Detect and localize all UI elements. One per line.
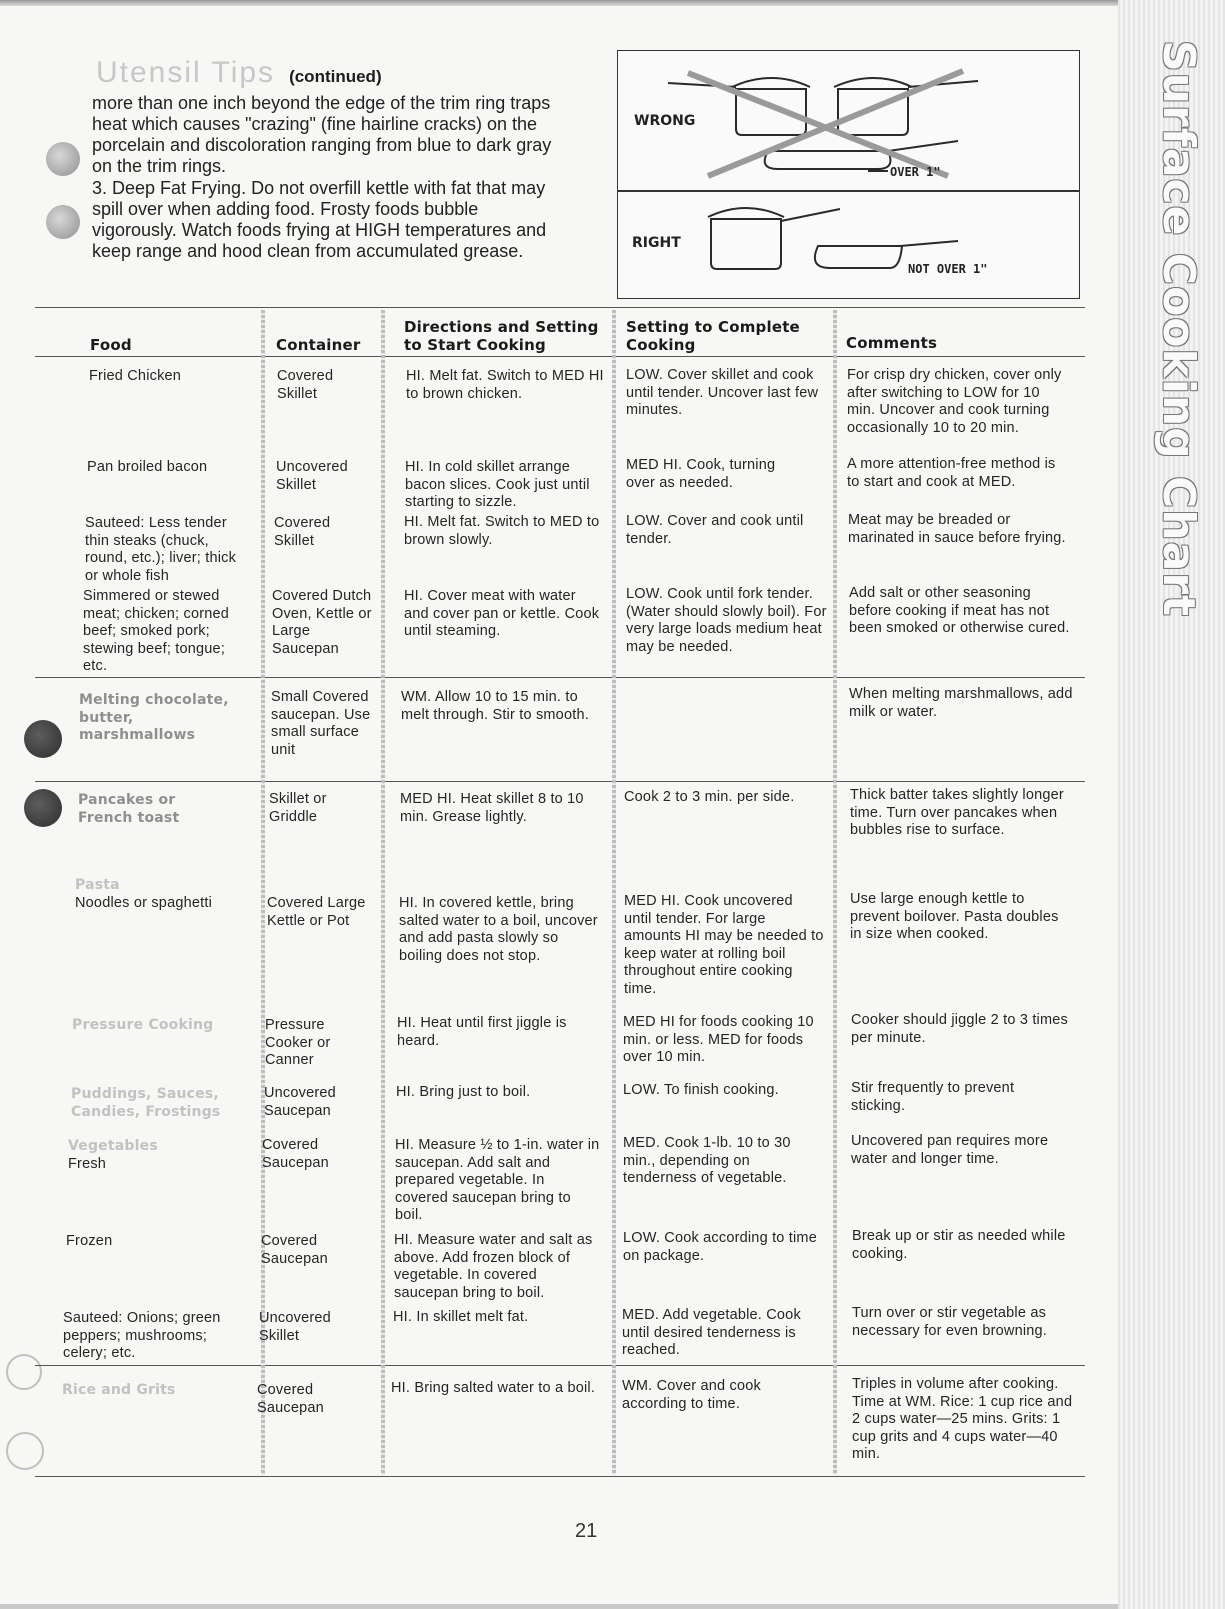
wrong-pot-right-lid [834,78,912,87]
side-title: Surface Cooking Chart [1153,40,1204,618]
cell-container: Skillet or Griddle [269,791,327,825]
right-label: RIGHT [632,235,681,251]
cell-directions: HI. Bring salted water to a boil. [391,1380,596,1396]
cell-comments: When melting marshmallows, add milk or water. [849,686,1073,720]
cell-comments: Meat may be breaded or marinated in sauce before frying. [848,512,1066,546]
table-top-rule [35,307,1085,308]
not-over-label: NOT OVER 1" [908,262,988,276]
column-divider [381,310,385,1475]
over-label: OVER 1" [890,165,941,179]
cell-directions: HI. In skillet melt fat. [393,1309,529,1325]
cell-setting: LOW. Cook until fork tender. (Water should slowly boil). For very large loads medium heat may be needed. [626,586,827,655]
cell-directions: HI. Cover meat with water and cover pan or kettle. Cook until steaming. [404,588,600,639]
table-row-rule [35,781,1085,782]
cell-food: Pan broiled bacon [87,459,208,475]
header-directions: Directions and Setting to Start Cooking [404,318,599,354]
cell-container: Covered Saucepan [261,1233,328,1267]
cell-food: Sauteed: Onions; green peppers; mushrooms; celery; etc. [63,1310,221,1361]
cell-food: Frozen [66,1233,113,1249]
cell-directions: HI. Bring just to boil. [396,1084,531,1100]
cell-comments: Stir frequently to prevent sticking. [851,1080,1015,1114]
header-container: Container [276,336,361,354]
header-setting: Setting to Complete Cooking [626,318,800,354]
cell-setting: MED HI for foods cooking 10 min. or less. MED for foods over 10 min. [623,1014,814,1065]
cell-comments: Add salt or other seasoning before cooking if meat has not been smoked or otherwise cured. [849,585,1070,636]
table-header-rule [35,356,1085,357]
cell-comments: Uncovered pan requires more water and longer time. [851,1133,1049,1167]
faded-title: Utensil Tips [96,56,276,89]
scan-edge-bottom [0,1604,1225,1609]
cell-food-category: Pancakes or French toast [78,792,180,826]
scan-edge-top [0,0,1225,6]
header-comments: Comments [846,334,938,352]
cell-directions: HI. Melt fat. Switch to MED to brown slowly. [404,514,600,548]
right-pot-handle [781,209,840,221]
cell-setting: MED. Add vegetable. Cook until desired tenderness is reached. [622,1307,801,1358]
cell-setting: LOW. Cover and cook until tender. [626,513,804,547]
cell-setting: MED HI. Cook uncovered until tender. For large amounts HI may be needed to keep water at rolling boil throughout entire cooking time. [624,893,824,997]
continued-label: (continued) [289,67,382,86]
cell-food-category: Vegetables [68,1138,158,1154]
right-skillet [815,246,902,268]
cell-setting: LOW. Cook according to time on package. [623,1230,817,1264]
cell-food-category: Pressure Cooking [72,1017,214,1033]
table-bottom-rule [35,1476,1085,1477]
punch-hole-1 [46,142,80,176]
pan-diagram-svg [618,51,1079,298]
cell-directions: HI. Heat until first jiggle is heard. [397,1015,567,1049]
punch-hole-6 [6,1432,44,1470]
cell-comments: For crisp dry chicken, cover only after switching to LOW for 10 min. Uncover and cook turning occasionally 10 to 20 min. [847,367,1062,436]
cell-container: Covered Saucepan [257,1382,324,1416]
punch-hole-4 [24,789,62,827]
right-skillet-handle [900,241,958,246]
intro-text [92,93,562,262]
cell-container: Pressure Cooker or Canner [265,1017,331,1068]
table-row-rule [35,677,1085,678]
cell-directions: HI. Measure ½ to 1-in. water in saucepan. Add salt and prepared vegetable. In covered saucepan bring to boil. [395,1137,600,1223]
cell-comments: A more attention-free method is to start and cook at MED. [847,456,1056,490]
right-pot [711,219,781,269]
wrong-skillet-handle [888,141,958,151]
table-row-rule [35,1365,1085,1366]
pan-size-diagram [617,50,1080,299]
cell-comments: Triples in volume after cooking. Time at WM. Rice: 1 cup rice and 2 cups water—25 mins. Grits: 1 cup grits and 4 cups water—40 min. [852,1376,1073,1462]
cell-food-category: Puddings, Sauces, Candies, Frostings [71,1086,221,1120]
cell-food: Fried Chicken [89,368,182,384]
column-divider [833,310,837,1475]
cell-directions: HI. In covered kettle, bring salted water to a boil, uncover and add pasta slowly so boiling does not stop. [399,895,598,964]
cell-container: Small Covered saucepan. Use small surface unit [271,689,371,758]
cell-directions: HI. Measure water and salt as above. Add frozen block of vegetable. In covered saucepan bring to boil. [394,1232,593,1301]
wrong-skillet [765,151,891,169]
section-heading [96,56,382,90]
cell-container: Covered Skillet [274,515,331,549]
cell-comments: Break up or stir as needed while cooking. [852,1228,1066,1262]
cell-comments: Thick batter takes slightly longer time. Turn over pancakes when bubbles rise to surface. [850,787,1064,838]
cell-setting: WM. Cover and cook according to time. [622,1378,761,1412]
cell-container: Covered Saucepan [262,1137,329,1171]
intro-paragraph: more than one inch beyond the edge of the trim ring traps heat which causes "crazing" (fine hairline cracks) on the porcelain and discoloration ranging from blue to dark gray on the trim rings. [92,93,552,176]
cell-directions: MED HI. Heat skillet 8 to 10 min. Grease lightly. [400,791,584,825]
cell-food-category: Rice and Grits [62,1382,176,1398]
cell-directions: HI. In cold skillet arrange bacon slices. Cook just until starting to sizzle. [405,459,590,510]
cell-container: Covered Dutch Oven, Kettle or Large Saucepan [272,588,372,657]
punch-hole-3 [24,720,62,758]
column-divider [612,310,616,1475]
cell-container: Uncovered Skillet [276,459,348,493]
cell-comments: Cooker should jiggle 2 to 3 times per minute. [851,1012,1068,1046]
header-food: Food [90,336,132,354]
column-divider [261,310,265,1475]
cell-directions: WM. Allow 10 to 15 min. to melt through. Stir to smooth. [401,689,589,723]
cell-directions: HI. Melt fat. Switch to MED HI to brown chicken. [406,368,604,402]
cell-food: Sauteed: Less tender thin steaks (chuck, round, etc.); liver; thick or whole fish [85,515,237,584]
cell-food-category: Pasta [75,877,120,893]
cell-container: Uncovered Skillet [259,1310,331,1344]
cell-container: Uncovered Saucepan [264,1085,336,1119]
cell-food: Fresh [68,1156,107,1172]
cell-food: Noodles or spaghetti [75,895,212,911]
wrong-pot-left-lid [732,78,810,87]
cell-setting: LOW. To finish cooking. [623,1082,779,1098]
punch-hole-5 [6,1354,42,1390]
wrong-label: WRONG [634,113,696,129]
page-number: 21 [575,1520,598,1542]
cell-food: Simmered or stewed meat; chicken; corned beef; smoked pork; stewing beef; tongue; etc. [83,588,230,674]
right-pot-lid [708,208,784,217]
intro-step-3: 3. Deep Fat Frying. Do not overfill kettle with fat that may spill over when adding food. Frosty foods bubble vigorously. Watch foods frying at HIGH temperatures and keep range and hood clean from accumulated grease. [92,178,547,261]
cell-food-category: Melting chocolate, butter, marshmallows [79,692,229,743]
punch-hole-2 [46,205,80,239]
cell-container: Covered Skillet [277,368,334,402]
cell-setting: Cook 2 to 3 min. per side. [624,789,795,805]
cell-setting: MED. Cook 1-lb. 10 to 30 min., depending on tenderness of vegetable. [623,1135,791,1186]
cell-setting: MED HI. Cook, turning over as needed. [626,457,776,491]
cell-comments: Turn over or stir vegetable as necessary for even browning. [852,1305,1048,1339]
cell-setting: LOW. Cover skillet and cook until tender. Uncover last few minutes. [626,367,819,418]
cell-container: Covered Large Kettle or Pot [267,895,366,929]
cell-comments: Use large enough kettle to prevent boilover. Pasta doubles in size when cooked. [850,891,1059,942]
